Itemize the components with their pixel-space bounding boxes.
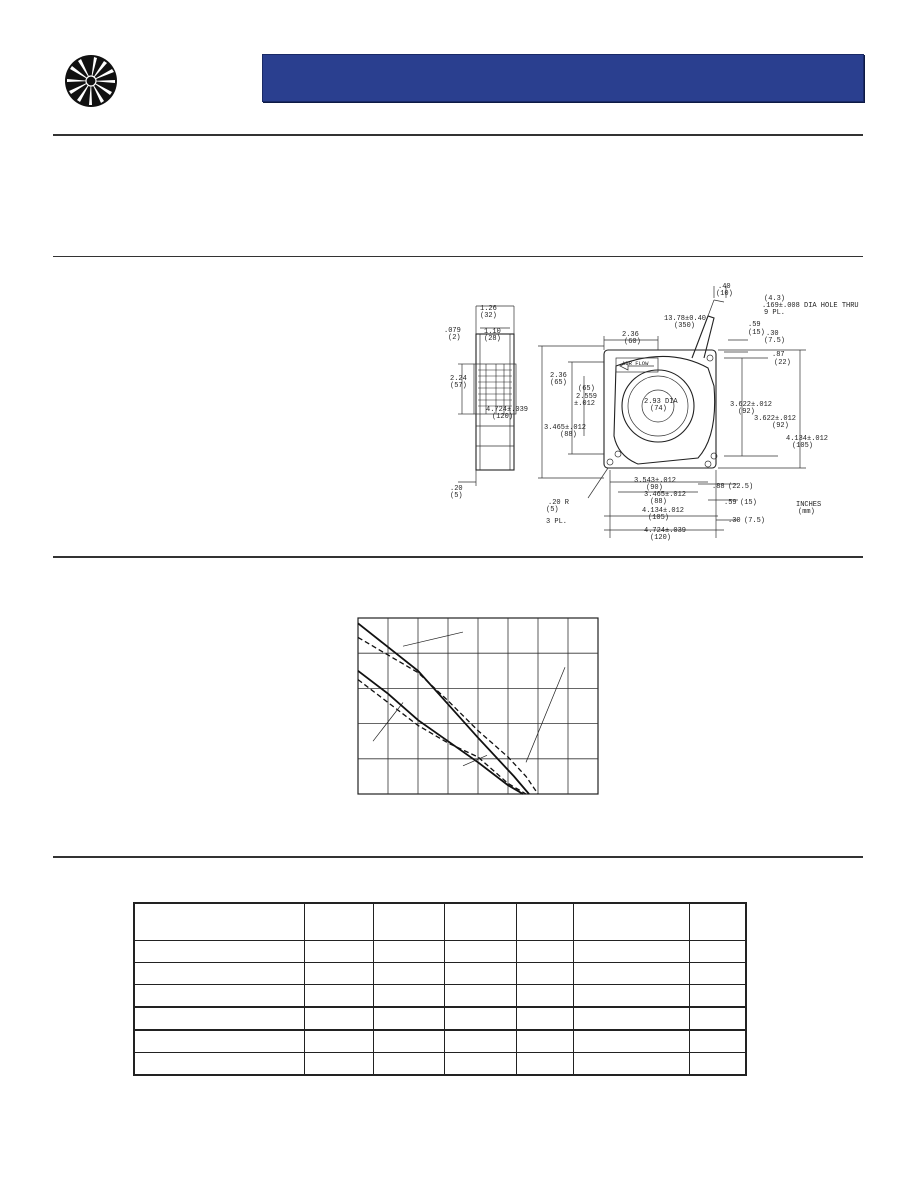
dim-label: (74)	[650, 405, 667, 413]
table-cell	[373, 941, 444, 963]
dim-label: .30	[766, 330, 779, 338]
table-cell	[305, 1030, 373, 1053]
dim-label: .59	[724, 499, 737, 507]
table-cell	[689, 903, 746, 941]
dim-label: (22)	[774, 359, 791, 367]
table-cell	[444, 1007, 516, 1030]
section-divider	[53, 556, 863, 558]
dim-label: 3 PL.	[546, 518, 568, 526]
table-cell	[573, 941, 689, 963]
dim-label: 1.26	[480, 305, 497, 313]
series-line-1	[358, 623, 529, 794]
dim-label: (105)	[792, 442, 814, 450]
dim-label: (88)	[560, 431, 577, 439]
table-row	[134, 1007, 746, 1030]
callout-leader	[526, 667, 565, 762]
table-header-row	[134, 903, 746, 941]
table-cell	[444, 963, 516, 985]
table-row	[134, 963, 746, 985]
table-cell	[444, 1030, 516, 1053]
dim-label: (15)	[740, 499, 757, 507]
table-cell	[305, 985, 373, 1008]
dim-label: (32)	[480, 312, 497, 320]
dim-label: 4.134±.012	[786, 435, 829, 443]
table-cell	[573, 1030, 689, 1053]
table-row	[134, 1053, 746, 1076]
table-cell	[373, 903, 444, 941]
dim-label: INCHES	[796, 501, 822, 509]
dim-label: .30	[728, 517, 741, 525]
dim-label: 3.622±.012	[730, 401, 773, 409]
dim-label: (28)	[484, 335, 501, 343]
table-cell	[517, 1030, 573, 1053]
dim-label: .40	[718, 283, 731, 291]
dim-label: .169±.008 DIA HOLE THRU	[762, 302, 859, 310]
section-divider	[53, 256, 863, 257]
side-view	[444, 305, 516, 500]
table-cell	[573, 1053, 689, 1076]
dim-label: (65)	[578, 385, 595, 393]
dim-label: (5)	[546, 506, 559, 514]
table-cell	[517, 941, 573, 963]
dim-label: 2.559	[576, 393, 598, 401]
table-cell	[134, 1007, 305, 1030]
dim-label: 9 PL.	[764, 309, 786, 317]
dim-label: (15)	[748, 329, 765, 337]
table-cell	[373, 963, 444, 985]
table-cell	[134, 941, 305, 963]
dim-label: .20 R	[548, 499, 570, 507]
table-cell	[305, 1007, 373, 1030]
dim-label: (120)	[492, 413, 514, 421]
table-cell	[517, 985, 573, 1008]
dim-label: 3.543±.012	[634, 477, 677, 485]
table-cell	[373, 985, 444, 1008]
dim-label: (57)	[450, 382, 467, 390]
table-cell	[134, 1030, 305, 1053]
dim-label: (120)	[650, 534, 672, 542]
dim-label: (7.5)	[744, 517, 766, 525]
dim-label: .59	[748, 321, 761, 329]
dim-label: .88	[712, 483, 725, 491]
dim-label: (92)	[772, 422, 789, 430]
table-cell	[373, 1030, 444, 1053]
dim-label: .87	[772, 351, 785, 359]
section-divider	[53, 134, 863, 136]
dim-label: 2.93 DIA	[644, 398, 678, 406]
dim-label: (65)	[550, 379, 567, 387]
dim-label: (4.3)	[764, 295, 786, 303]
table-cell	[305, 963, 373, 985]
table-cell	[305, 1053, 373, 1076]
dim-label: (88)	[650, 498, 667, 506]
table-cell	[573, 903, 689, 941]
callout-leader	[403, 632, 463, 646]
dim-label: (mm)	[798, 508, 815, 516]
dim-label: 4.724±.039	[486, 406, 529, 414]
dim-label: 2.36	[622, 331, 639, 339]
table-cell	[134, 1053, 305, 1076]
front-view	[486, 283, 859, 542]
table-cell	[573, 1007, 689, 1030]
dim-label: (7.5)	[764, 337, 786, 345]
dim-label: ±.012	[574, 400, 596, 408]
table-cell	[134, 985, 305, 1008]
table-row	[134, 985, 746, 1008]
dim-label: 13.78±0.40	[664, 315, 707, 323]
table-cell	[573, 963, 689, 985]
dim-label: (90)	[646, 484, 663, 492]
dim-label: .079	[444, 327, 461, 335]
dim-label: 1.10	[484, 328, 501, 336]
dimension-drawing	[418, 276, 868, 548]
table-cell	[517, 903, 573, 941]
table-cell	[517, 1053, 573, 1076]
table-cell	[573, 985, 689, 1008]
table-cell	[517, 963, 573, 985]
table-cell	[689, 941, 746, 963]
table-row	[134, 1030, 746, 1053]
table-cell	[689, 1053, 746, 1076]
dim-label: 3.465±.012	[644, 491, 687, 499]
table-cell	[689, 985, 746, 1008]
dim-label: 4.134±.012	[642, 507, 685, 515]
dim-label: 2.36	[550, 372, 567, 380]
table-cell	[444, 903, 516, 941]
dim-label: 3.465±.012	[544, 424, 587, 432]
dim-label: 3.622±.012	[754, 415, 797, 423]
table-cell	[689, 1007, 746, 1030]
table-cell	[689, 1030, 746, 1053]
dim-label: (60)	[624, 338, 641, 346]
dim-label: (5)	[450, 492, 463, 500]
table-row	[134, 941, 746, 963]
title-banner	[262, 54, 864, 102]
dim-label: AIR FLOW	[622, 360, 649, 367]
section-divider	[53, 856, 863, 858]
performance-chart	[356, 616, 600, 796]
dim-label: (105)	[648, 514, 670, 522]
callout-leader	[463, 755, 487, 766]
dim-label: (2)	[448, 334, 461, 342]
dim-label: (22.5)	[728, 483, 754, 491]
table-cell	[444, 941, 516, 963]
spec-table	[133, 902, 747, 1076]
table-cell	[305, 903, 373, 941]
table-cell	[444, 1053, 516, 1076]
table-cell	[305, 941, 373, 963]
dim-label: (92)	[738, 408, 755, 416]
table-cell	[444, 985, 516, 1008]
fan-logo-icon	[64, 54, 118, 108]
table-cell	[134, 903, 305, 941]
table-cell	[689, 963, 746, 985]
table-cell	[517, 1007, 573, 1030]
dim-label: 4.724±.039	[644, 527, 687, 535]
dim-label: (10)	[716, 290, 733, 298]
dim-label: (350)	[674, 322, 696, 330]
table-cell	[373, 1007, 444, 1030]
dim-label: .20	[450, 485, 463, 493]
table-cell	[373, 1053, 444, 1076]
dim-label: 2.24	[450, 375, 467, 383]
table-cell	[134, 963, 305, 985]
